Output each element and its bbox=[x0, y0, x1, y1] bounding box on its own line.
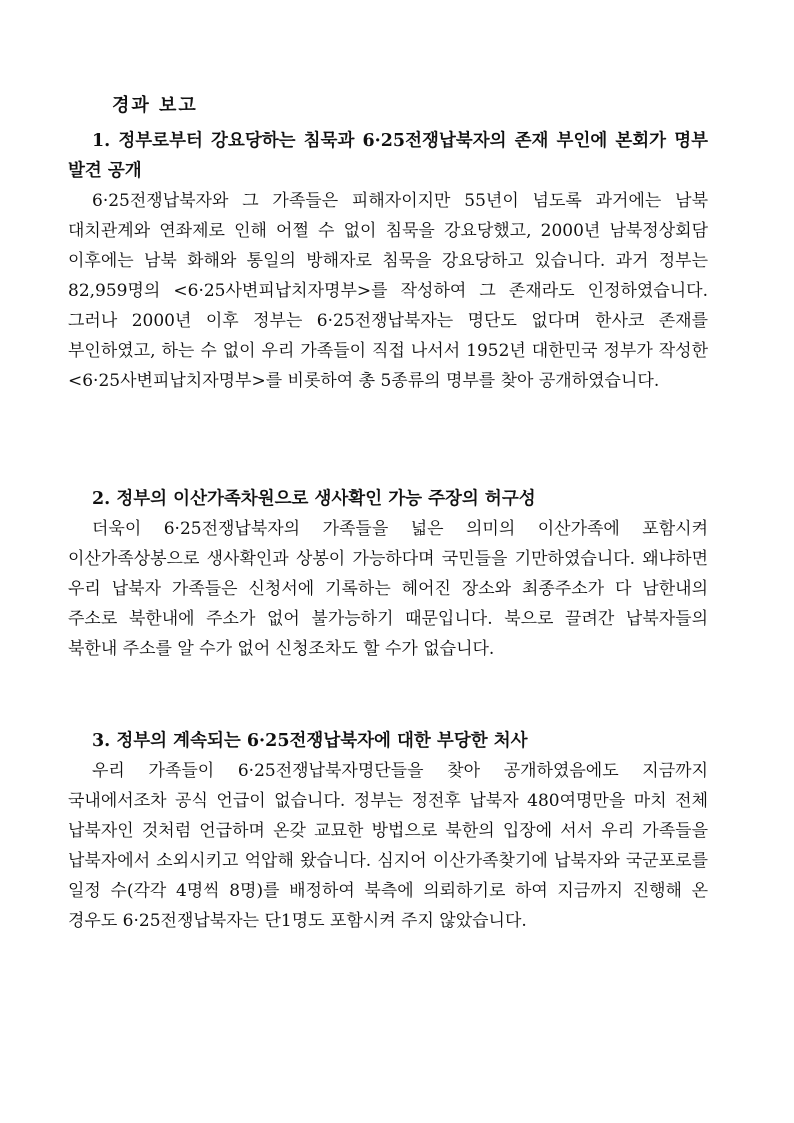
section-1 bbox=[68, 126, 708, 396]
section-3-heading: 3. 정부의 계속되는 6·25전쟁납북자에 대한 부당한 처사 bbox=[92, 731, 528, 751]
section-1-body: 6·25전쟁납북자와 그 가족들은 피해자이지만 55년이 넘도록 과거에는 남북 대치관계와 연좌제로 인해 어쩔 수 없이 침묵을 강요당했고, 2000년 남북정상회담 이후에는 남북 화해와 통일의 방해자로 침묵을 강요당하고 있습니다. 과거 정부는 82,959명의 <6·25사변피납치자명부>를 작성하여 그 존재라도 인정하였습니다. 그러나 2000년 이후 정부는 6·25전쟁납북자는 명단도 없다며 한사코 존재를 부인하였고, 하는 수 없이 우리 가족들이 직접 나서서 1952년 대한민국 정부가 작성한 <6·25사변피납치자명부>를 비롯하여 총 5종류의 명부를 찾아 공개하였습니다. bbox=[68, 191, 708, 391]
section-1-heading: 1. 정부로부터 강요당하는 침묵과 6·25전쟁납북자의 존재 부인에 본회가 명부 발견 공개 bbox=[68, 131, 708, 181]
section-2 bbox=[68, 484, 708, 664]
section-3 bbox=[68, 726, 708, 936]
section-2-body: 더욱이 6·25전쟁납북자의 가족들을 넓은 의미의 이산가족에 포함시켜 이산가족상봉으로 생사확인과 상봉이 가능하다며 국민들을 기만하였습니다. 왜냐하면 우리 납북자 가족들은 신청서에 기록하는 헤어진 장소와 최종주소가 다 남한내의 주소로 북한내에 주소가 없어 불가능하기 때문입니다. 북으로 끌려간 납북자들의 북한내 주소를 알 수가 없어 신청조차도 할 수가 없습니다. bbox=[68, 519, 708, 659]
section-2-heading: 2. 정부의 이산가족차원으로 생사확인 가능 주장의 허구성 bbox=[92, 489, 536, 509]
section-3-body: 우리 가족들이 6·25전쟁납북자명단들을 찾아 공개하였음에도 지금까지 국내에서조차 공식 언급이 없습니다. 정부는 정전후 납북자 480여명만을 마치 전체 납북자인 것처럼 언급하며 온갖 교묘한 방법으로 북한의 입장에 서서 우리 가족들을 납북자에서 소외시키고 억압해 왔습니다. 심지어 이산가족찾기에 납북자와 국군포로를 일정 수(각각 4명씩 8명)를 배정하여 북측에 의뢰하기로 하여 지금까지 진행해 온 경우도 6·25전쟁납북자는 단1명도 포함시켜 주지 않았습니다. bbox=[68, 761, 708, 931]
document-title: 경과 보고 bbox=[112, 95, 198, 116]
